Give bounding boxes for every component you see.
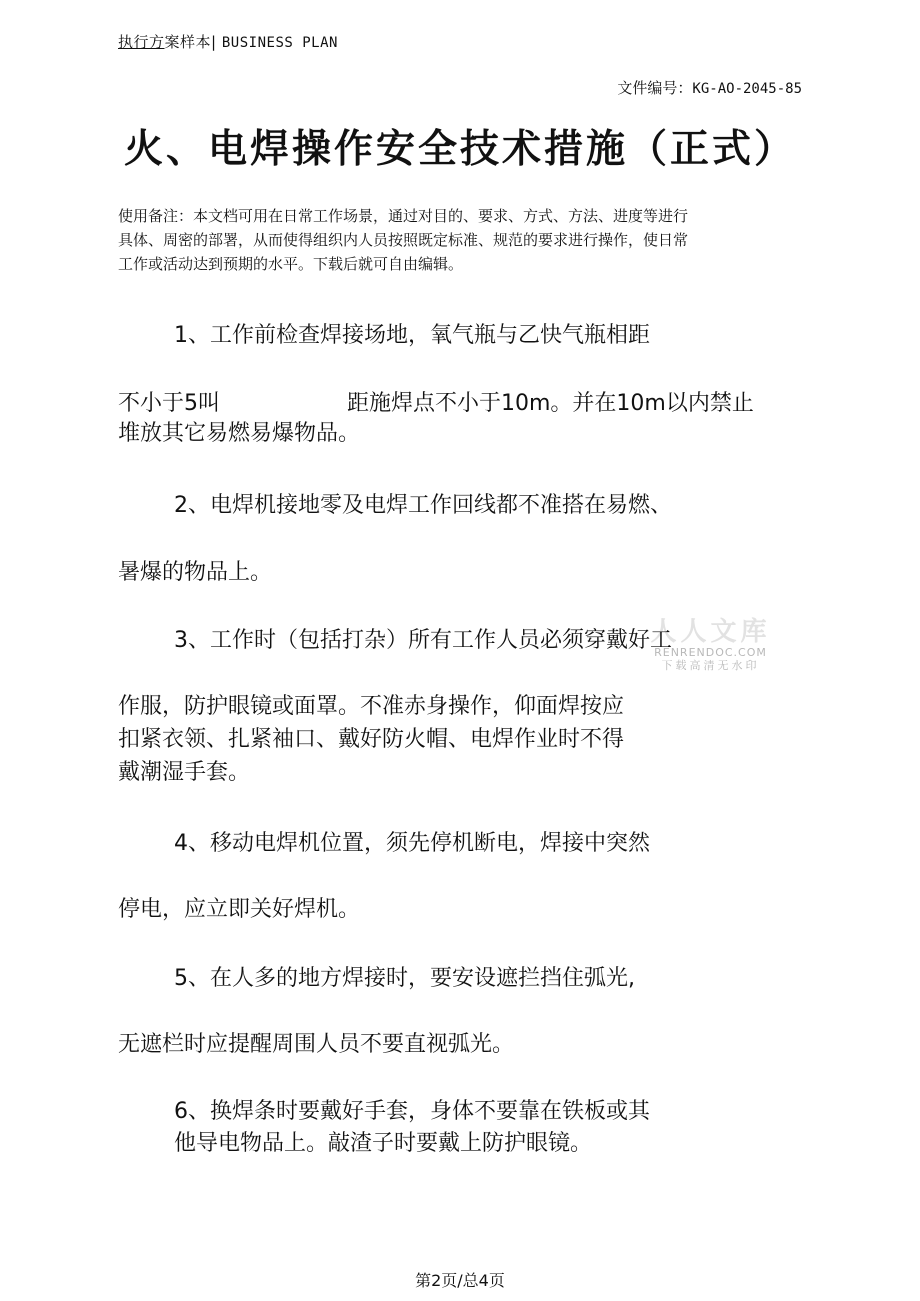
usage-note: [118, 204, 808, 276]
doc-number-label: 文件编号：: [617, 79, 693, 97]
item-3-line-2: 作服，防护眼镜或面罩。不准赤身操作，仰面焊按应: [118, 694, 625, 719]
item-2-line-1: 2、电焊机接地零及电焊工作回线都不准搭在易燃、: [174, 493, 672, 518]
usage-note-line: 具体、周密的部署，从而使得组织内人员按照既定标准、规范的要求进行操作，使日常: [118, 231, 689, 249]
item-5-line-2: 无遮栏时应提醒周围人员不要直视弧光。: [118, 1032, 515, 1057]
document-number: [617, 77, 802, 98]
watermark-logo-text: 人人文库: [650, 617, 771, 647]
watermark-subtitle: 下载高清无水印: [661, 659, 760, 672]
item-2-line-2: 暑爆的物品上。: [118, 560, 273, 585]
plan-label-underlined: 执行方: [118, 33, 165, 51]
header-plan-label: [118, 31, 338, 52]
page-title: 火、电焊操作安全技术措施（正式）: [123, 127, 796, 172]
item-1-line-1: 1、工作前检查焊接场地，氧气瓶与乙快气瓶相距: [174, 323, 650, 348]
item-3-line-3: 扣紧衣领、扎紧袖口、戴好防火帽、电焊作业时不得: [118, 727, 625, 752]
business-plan-label: BUSINESS PLAN: [221, 35, 338, 51]
doc-number-value: KG-AO-2045-85: [692, 81, 802, 97]
item-3-line-1: 3、工作时（包括打杂）所有工作人员必须穿戴好工: [174, 628, 672, 653]
watermark-domain: RENRENDOC.COM: [654, 646, 767, 659]
header-separator: |: [211, 33, 217, 51]
item-6-line-1: 6、换焊条时要戴好手套，身体不要靠在铁板或其: [174, 1099, 650, 1124]
item-1-line-3: 堆放其它易燃易爆物品。: [118, 421, 361, 446]
item-4-line-2: 停电，应立即关好焊机。: [118, 897, 361, 922]
plan-label-rest: 案样本: [164, 33, 212, 51]
usage-note-line: 工作或活动达到预期的水平。下载后就可自由编辑。: [118, 255, 464, 273]
usage-note-line: 使用备注：本文档可用在日常工作场景，通过对目的、要求、方式、方法、进度等进行: [118, 207, 689, 225]
item-1-line-2a: 不小于5叫: [118, 391, 220, 416]
item-4-line-1: 4、移动电焊机位置，须先停机断电，焊接中突然: [174, 831, 650, 856]
page-indicator: 第2页/总4页: [415, 1271, 505, 1290]
item-1-line-2b: 距施焊点不小于10m。并在10m以内禁止: [347, 391, 754, 416]
item-6-line-2: 他导电物品上。敲渣子时要戴上防护眼镜。: [174, 1131, 593, 1156]
item-5-line-1: 5、在人多的地方焊接时，要安设遮拦挡住弧光,: [174, 966, 635, 991]
item-3-line-4: 戴潮湿手套。: [118, 760, 251, 785]
